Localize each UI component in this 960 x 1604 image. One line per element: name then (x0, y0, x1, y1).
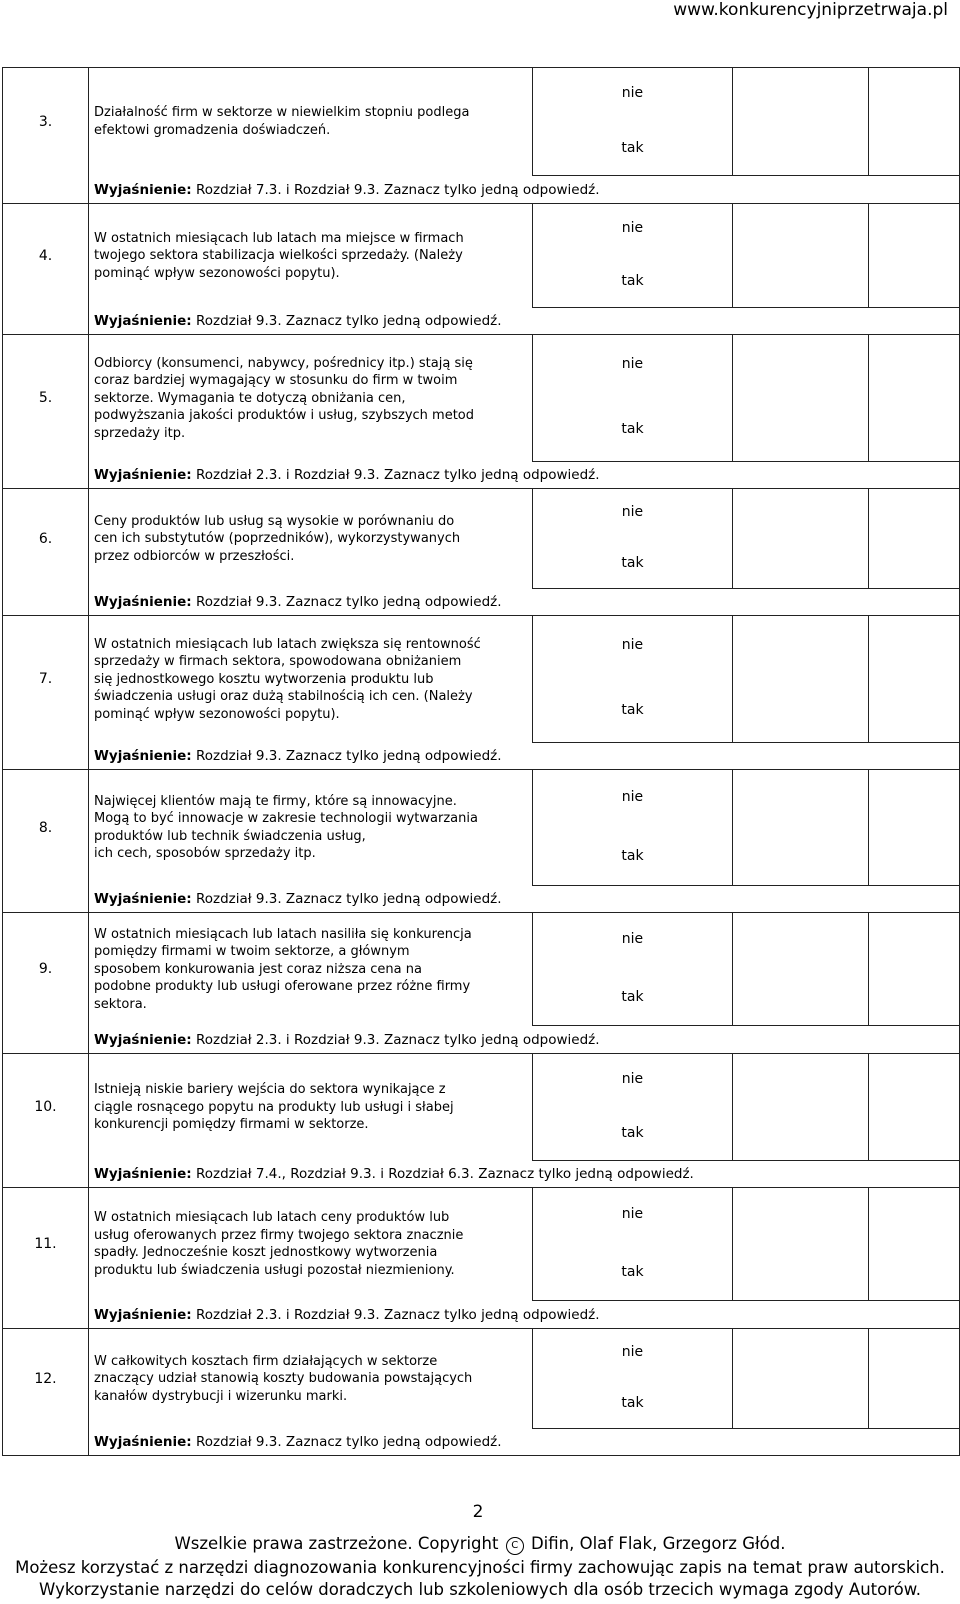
answer-tak[interactable]: tak (621, 701, 644, 718)
answer-nie[interactable]: nie (621, 1070, 644, 1087)
question-text-line: Mogą to być innowacje w zakresie technologii wytwarzania (94, 811, 478, 827)
footer-usage-note: Możesz korzystać z narzędzi diagnozowania konkurencyjności firmy zachowując zapis na temat praw autorskich. (15, 1558, 945, 1577)
question-text-line: świadczenia usługi oraz dużą stabilnością ich cen. (Należy (94, 689, 473, 704)
question-text-line: twojego sektora stabilizacja wielkości sprzedaży. (Należy (94, 248, 463, 263)
question-number: 8. (3, 770, 89, 913)
question-text (89, 1329, 533, 1429)
question-text (89, 68, 533, 176)
question-text-line: W ostatnich miesiącach lub latach ceny produktów lub (94, 1210, 450, 1226)
question-row (3, 489, 960, 589)
question-text (89, 770, 533, 886)
question-text-line: usług oferowanych przez firmy twojego sektora znacznie (94, 1227, 464, 1243)
explanation-text: Rozdział 2.3. i Rozdział 9.3. Zaznacz tylko jedną odpowiedź. (195, 1306, 600, 1323)
answer-tak[interactable]: tak (621, 1125, 644, 1142)
question-text (89, 616, 533, 743)
question-text-line: efektowi gromadzenia doświadczeń. (94, 122, 331, 138)
explanation-label: Wyjaśnienie: (94, 1434, 192, 1450)
answer-box[interactable] (869, 1054, 960, 1161)
copyright-icon: C (506, 1537, 524, 1555)
answer-options (533, 1054, 733, 1161)
question-text-line: W ostatnich miesiącach lub latach ma miejsce w firmach (94, 230, 464, 246)
explanation-text: Rozdział 9.3. Zaznacz tylko jedną odpowiedź. (195, 748, 502, 764)
question-text-line: podwyższania jakości produktów i usług, szybszych metod (94, 408, 475, 423)
answer-box[interactable] (733, 913, 869, 1026)
question-text (89, 204, 533, 308)
question-text-line: spadły. Jednocześnie koszt jednostkowy wytworzenia (94, 1245, 438, 1261)
explanation-label: Wyjaśnienie: (94, 467, 192, 483)
question-text-line: sektorze. Wymagania te dotyczą obniżania cen, (94, 390, 406, 406)
answer-nie[interactable]: nie (621, 1344, 644, 1360)
question-row (3, 913, 960, 1026)
question-text-line: Działalność firm w sektorze w niewielkim stopniu podlega (94, 105, 470, 121)
question-number: 7. (3, 616, 89, 770)
questionnaire-table (2, 67, 960, 1456)
question-row (3, 204, 960, 308)
answer-options (533, 913, 733, 1026)
answer-box[interactable] (869, 68, 960, 176)
answer-tak[interactable]: tak (621, 420, 644, 437)
answer-box[interactable] (733, 489, 869, 589)
question-number: 3. (3, 68, 89, 204)
explanation-row (3, 589, 960, 616)
question-text-line: Istnieją niskie bariery wejścia do sektora wynikające z (94, 1082, 446, 1097)
explanation (89, 743, 960, 770)
answer-box[interactable] (733, 335, 869, 462)
answer-options (533, 1329, 733, 1429)
answer-nie[interactable]: nie (621, 788, 644, 805)
answer-tak[interactable]: tak (621, 555, 644, 571)
question-text-line: produktów lub technik świadczenia usług, (94, 828, 366, 844)
explanation-row (3, 176, 960, 204)
question-text (89, 1054, 533, 1161)
explanation-row (3, 308, 960, 335)
explanation (89, 886, 960, 913)
question-row (3, 1329, 960, 1429)
explanation (89, 308, 960, 335)
answer-nie[interactable]: nie (621, 1205, 644, 1222)
question-text-line: się jednostkowego kosztu wytworzenia produktu lub (94, 671, 434, 687)
explanation (89, 1026, 960, 1054)
answer-box[interactable] (733, 1329, 869, 1429)
answer-box[interactable] (869, 489, 960, 589)
question-row (3, 335, 960, 462)
answer-nie[interactable]: nie (621, 84, 644, 101)
question-text-line: pominąć wpływ sezonowości popytu). (94, 706, 340, 722)
answer-nie[interactable]: nie (621, 504, 644, 520)
explanation-text: Rozdział 9.3. Zaznacz tylko jedną odpowiedź. (195, 313, 502, 329)
answer-nie[interactable]: nie (621, 930, 644, 947)
question-text-line: coraz bardziej wymagający w stosunku do firm w twoim (94, 373, 458, 388)
explanation-label: Wyjaśnienie: (94, 181, 192, 198)
explanation-label: Wyjaśnienie: (94, 1166, 192, 1182)
question-text-line: sektora. (94, 996, 147, 1012)
question-text-line: pominąć wpływ sezonowości popytu). (94, 265, 340, 281)
question-text-line: przez odbiorców w przeszłości. (94, 548, 295, 564)
question-number: 9. (3, 913, 89, 1054)
explanation (89, 589, 960, 616)
question-text-line: W ostatnich miesiącach lub latach zwiększa się rentowność (94, 636, 481, 652)
page-number: 2 (472, 1502, 484, 1522)
explanation-label: Wyjaśnienie: (94, 313, 192, 329)
question-number: 10. (3, 1054, 89, 1188)
question-number: 5. (3, 335, 89, 489)
question-text-line: sprzedaży itp. (94, 425, 186, 441)
answer-box[interactable] (869, 616, 960, 743)
explanation-row (3, 886, 960, 913)
site-url: www.konkurencyjniprzetrwaja.pl (673, 0, 948, 20)
answer-nie[interactable]: nie (621, 637, 644, 654)
footer-consent-note: Wykorzystanie narzędzi do celów doradczych lub szkoleniowych dla osób trzecich wymaga zgody Autorów. (39, 1580, 921, 1599)
explanation-label: Wyjaśnienie: (94, 1031, 192, 1048)
explanation (89, 1301, 960, 1329)
question-text-line: W ostatnich miesiącach lub latach nasiliła się konkurencja (94, 926, 472, 942)
answer-options (533, 1188, 733, 1301)
question-text-line: Najwięcej klientów mają te firmy, które są innowacyjne. (94, 793, 457, 809)
answer-box[interactable] (869, 335, 960, 462)
answer-options (533, 770, 733, 886)
answer-options (533, 616, 733, 743)
explanation-label: Wyjaśnienie: (94, 891, 192, 907)
answer-options (533, 204, 733, 308)
explanation-row (3, 1429, 960, 1456)
question-row (3, 1054, 960, 1161)
question-row (3, 1188, 960, 1301)
question-text (89, 1188, 533, 1301)
answer-box[interactable] (733, 1188, 869, 1301)
footer-copyright (0, 1534, 960, 1555)
question-text-line: pomiędzy firmami w twoim sektorze, a głównym (94, 944, 410, 959)
answer-tak[interactable]: tak (621, 847, 644, 864)
question-text-line: W całkowitych kosztach firm działających w sektorze (94, 1353, 438, 1369)
explanation-text: Rozdział 2.3. i Rozdział 9.3. Zaznacz tylko jedną odpowiedź. (195, 467, 600, 483)
explanation-row (3, 1301, 960, 1329)
explanation (89, 176, 960, 204)
question-text-line: podobne produkty lub usługi oferowane przez różne firmy (94, 979, 471, 994)
answer-tak[interactable]: tak (621, 1395, 644, 1411)
explanation-row (3, 743, 960, 770)
question-text-line: sposobem konkurowania jest coraz niższa cena na (94, 961, 422, 977)
question-number: 6. (3, 489, 89, 616)
question-text-line: konkurencji pomiędzy firmami w sektorze. (94, 1117, 369, 1132)
answer-box[interactable] (869, 913, 960, 1026)
question-text-line: ciągle rosnącego popytu na produkty lub usługi i słabej (94, 1099, 454, 1115)
answer-tak[interactable]: tak (621, 988, 644, 1005)
explanation-text: Rozdział 9.3. Zaznacz tylko jedną odpowiedź. (195, 1434, 502, 1450)
question-row (3, 616, 960, 743)
explanation-row (3, 1026, 960, 1054)
answer-options (533, 489, 733, 589)
explanation-label: Wyjaśnienie: (94, 1306, 192, 1323)
answer-box[interactable] (869, 204, 960, 308)
explanation-label: Wyjaśnienie: (94, 748, 192, 764)
question-row (3, 770, 960, 886)
answer-box[interactable] (733, 1054, 869, 1161)
answer-box[interactable] (733, 68, 869, 176)
explanation-row (3, 1161, 960, 1188)
answer-nie[interactable]: nie (621, 219, 644, 236)
question-text-line: znaczący udział stanowią koszty budowania powstających (94, 1371, 473, 1386)
question-text-line: kanałów dystrybucji i wizerunku marki. (94, 1388, 348, 1404)
answer-tak[interactable]: tak (621, 272, 644, 289)
question-text-line: Odbiorcy (konsumenci, nabywcy, pośrednicy itp.) stają się (94, 355, 473, 371)
explanation (89, 1429, 960, 1456)
question-text-line: cen ich substytutów (poprzedników), wykorzystywanych (94, 531, 461, 546)
explanation-label: Wyjaśnienie: (94, 594, 192, 610)
question-text-line: Ceny produktów lub usług są wysokie w porównaniu do (94, 513, 455, 529)
question-row (3, 68, 960, 176)
explanation-row (3, 462, 960, 489)
answer-box[interactable] (733, 616, 869, 743)
explanation-text: Rozdział 9.3. Zaznacz tylko jedną odpowiedź. (195, 594, 502, 610)
answer-box[interactable] (869, 1188, 960, 1301)
answer-box[interactable] (733, 204, 869, 308)
answer-tak[interactable]: tak (621, 139, 644, 156)
explanation-text: Rozdział 7.3. i Rozdział 9.3. Zaznacz tylko jedną odpowiedź. (195, 181, 600, 198)
explanation (89, 1161, 960, 1188)
answer-nie[interactable]: nie (621, 356, 644, 373)
question-text (89, 489, 533, 589)
footer-authors: Difin, Olaf Flak, Grzegorz Głód. (530, 1534, 786, 1553)
answer-tak[interactable]: tak (621, 1263, 644, 1280)
answer-box[interactable] (733, 770, 869, 886)
question-text (89, 913, 533, 1026)
question-text-line: sprzedaży w firmach sektora, spowodowana obniżaniem (94, 654, 462, 669)
question-number: 11. (3, 1188, 89, 1329)
answer-box[interactable] (869, 1329, 960, 1429)
explanation-text: Rozdział 7.4., Rozdział 9.3. i Rozdział 6.3. Zaznacz tylko jedną odpowiedź. (195, 1166, 694, 1182)
question-number: 12. (3, 1329, 89, 1456)
question-text (89, 335, 533, 462)
question-text-line: ich cech, sposobów sprzedaży itp. (94, 846, 316, 862)
answer-options (533, 68, 733, 176)
question-text-line: produktu lub świadczenia usługi pozostał niezmieniony. (94, 1262, 455, 1278)
explanation (89, 462, 960, 489)
explanation-text: Rozdział 2.3. i Rozdział 9.3. Zaznacz tylko jedną odpowiedź. (195, 1031, 600, 1048)
answer-options (533, 335, 733, 462)
explanation-text: Rozdział 9.3. Zaznacz tylko jedną odpowiedź. (195, 891, 502, 907)
answer-box[interactable] (869, 770, 960, 886)
footer-copyright-text: Wszelkie prawa zastrzeżone. Copyright (174, 1534, 499, 1553)
question-number: 4. (3, 204, 89, 335)
